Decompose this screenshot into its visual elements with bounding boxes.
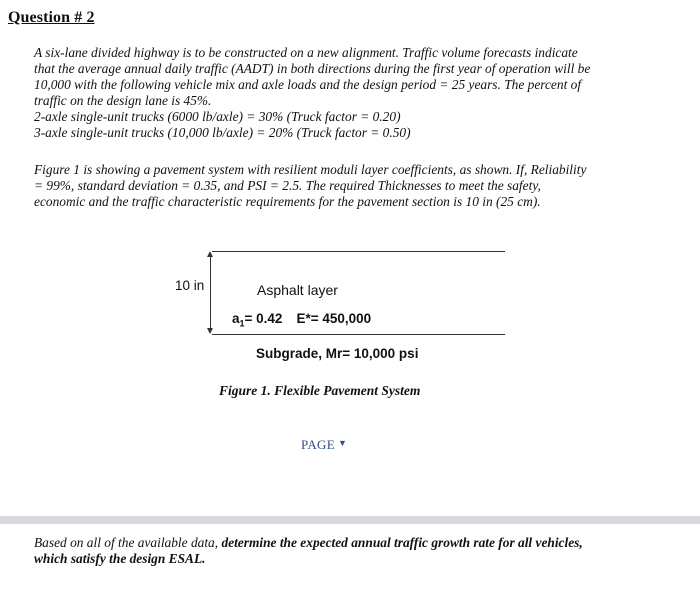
layer-coefficient: $a_1= 0.42$	[232, 311, 283, 329]
figure-description-line-1: Figure 1 is showing a pavement system with resilient moduli layer coefficients, as shown. If, Reliability	[34, 162, 587, 177]
layer-bottom-boundary	[212, 334, 505, 335]
dimension-arrow-down-icon	[207, 328, 213, 334]
asphalt-layer-label: Asphalt layer	[257, 282, 338, 298]
asphalt-layer-properties	[232, 311, 371, 329]
question-heading: Question # 2	[8, 9, 95, 26]
truck-mix-line-1: 2-axle single-unit trucks (6000 lb/axle) = 30% (Truck factor = 0.20)	[34, 109, 401, 124]
final-question-line-2: which satisfy the design ESAL.	[34, 551, 206, 566]
problem-line-2: that the average annual daily traffic (AADT) in both directions during the first year of operation will be	[34, 61, 591, 76]
figure-description	[34, 162, 646, 210]
dropdown-caret-icon: ▼	[337, 438, 348, 448]
problem-statement	[34, 45, 646, 141]
figure-description-line-2: = 99%, standard deviation = 0.35, and PSI = 2.5. The required Thicknesses to meet the safety,	[34, 178, 541, 193]
page-field-label: PAGE	[301, 437, 335, 452]
final-question	[34, 535, 674, 567]
figure-caption: Figure 1. Flexible Pavement System	[219, 383, 421, 398]
truck-mix-line-2: 3-axle single-unit trucks (10,000 lb/axle) = 20% (Truck factor = 0.50)	[34, 125, 411, 140]
problem-line-4: traffic on the design lane is 45%.	[34, 93, 212, 108]
problem-line-3: 10,000 with the following vehicle mix and axle loads and the design period = 25 years. The percent of	[34, 77, 582, 92]
subgrade-label: Subgrade, Mr= 10,000 psi	[256, 346, 419, 361]
layer-top-boundary	[212, 251, 505, 252]
thickness-label: 10 in	[175, 278, 205, 293]
asphalt-modulus: E*= 450,000	[296, 311, 372, 326]
page-separator-band	[0, 516, 700, 524]
final-question-line-1: Based on all of the available data, determine the expected annual traffic growth rate for all vehicles,	[34, 535, 583, 550]
figure-description-line-3: economic and the traffic characteristic requirements for the pavement section is 10 in (25 cm).	[34, 194, 541, 209]
page-number-field[interactable]	[301, 437, 347, 453]
thickness-dimension-line	[210, 255, 211, 329]
problem-line-1: A six-lane divided highway is to be constructed on a new alignment. Traffic volume forecasts indicate	[34, 45, 578, 60]
